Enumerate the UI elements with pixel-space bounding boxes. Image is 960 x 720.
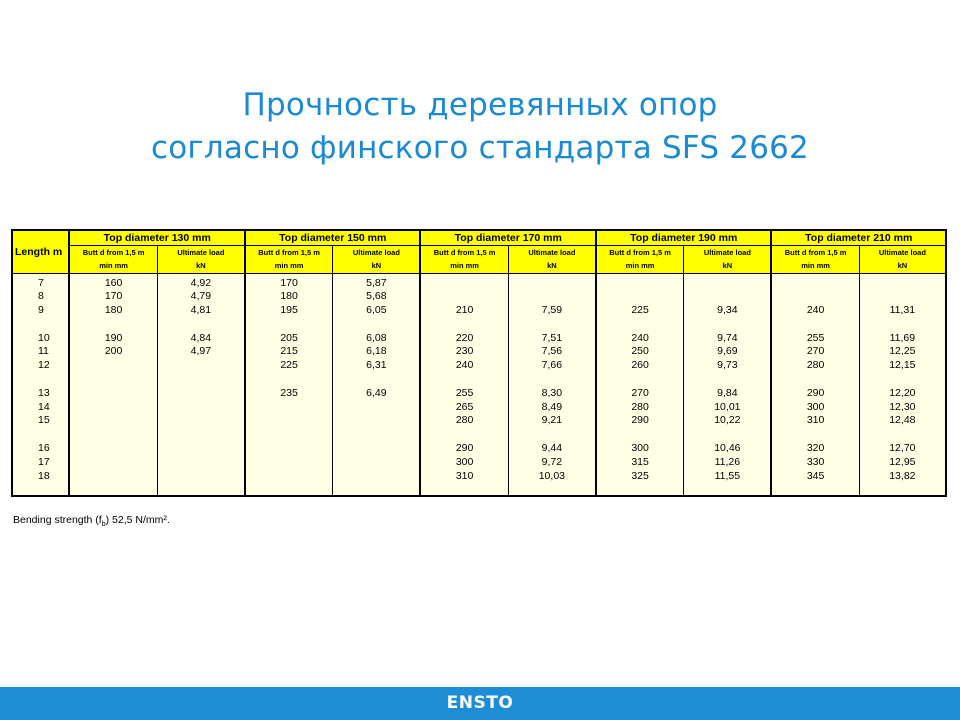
table-cell (333, 428, 419, 442)
table-cell (333, 470, 419, 484)
table-cell (246, 470, 332, 484)
ultimate-load-header: Ultimate load (684, 245, 772, 259)
group-header: Top diameter 210 mm (771, 230, 946, 245)
table-cell (333, 414, 419, 428)
table-cell: 260 (631, 359, 649, 372)
table-cell (860, 428, 945, 442)
table-cell: 12,25 (889, 345, 916, 358)
table-cell: 300 (455, 455, 474, 468)
table-cell (684, 428, 770, 442)
butt-diameter-column (771, 273, 859, 496)
table-cell: 280 (455, 414, 474, 427)
table-cell (597, 318, 683, 332)
slide-title (0, 84, 960, 170)
table-cell (772, 318, 858, 332)
length-column (12, 273, 69, 496)
table-cell: 9,84 (717, 386, 738, 399)
length-header: Length m (12, 230, 69, 273)
table-cell: 200 (104, 345, 123, 358)
table-cell (158, 318, 244, 332)
table-cell: 265 (455, 400, 474, 413)
table-cell (246, 428, 332, 442)
table-cell: 11,69 (889, 331, 916, 344)
ultimate-load-unit: kN (684, 259, 772, 273)
table-cell: 4,81 (190, 304, 212, 317)
table-cell: 11,31 (889, 304, 916, 317)
table-cell: 6,31 (366, 359, 387, 372)
table-cell: 240 (455, 359, 474, 372)
table-cell: 5,87 (366, 276, 387, 289)
table-cell: 7,56 (541, 345, 563, 358)
ultimate-load-unit: kN (333, 259, 421, 273)
table-cell (684, 277, 770, 291)
group-header: Top diameter 150 mm (245, 230, 421, 245)
butt-diameter-unit: min mm (771, 259, 859, 273)
table-cell: 8 (38, 290, 44, 303)
butt-diameter-unit: min mm (69, 259, 157, 273)
table-cell: 255 (806, 331, 825, 344)
butt-diameter-header: Butt d from 1,5 m (245, 245, 333, 259)
table-cell: 270 (631, 386, 649, 399)
ultimate-load-unit: kN (508, 259, 596, 273)
table-cell: 9,44 (541, 442, 563, 455)
table-cell (597, 428, 683, 442)
title-line-2: согласно финского стандарта SFS 2662 (151, 130, 809, 166)
ultimate-load-header: Ultimate load (859, 245, 946, 259)
butt-diameter-header: Butt d from 1,5 m (69, 245, 157, 259)
table-cell: 6,05 (366, 304, 387, 317)
table-cell (70, 456, 156, 470)
table-cell: 18 (38, 469, 50, 482)
table-cell: 290 (806, 386, 825, 399)
table-cell (684, 318, 770, 332)
table-cell: 8,30 (541, 386, 563, 399)
table-cell: 15 (38, 414, 50, 427)
ultimate-load-header: Ultimate load (333, 245, 421, 259)
table-cell: 12,30 (889, 400, 916, 413)
table-cell: 12 (38, 359, 50, 372)
table-cell: 5,68 (366, 290, 387, 303)
table-cell (158, 442, 244, 456)
title-line-1: Прочность деревянных опор (242, 87, 718, 123)
table-cell: 215 (280, 345, 298, 358)
table-cell: 205 (280, 331, 298, 344)
table-cell: 280 (631, 400, 649, 413)
table-cell: 9 (38, 304, 44, 317)
table-cell (333, 318, 419, 332)
table-cell: 220 (455, 331, 474, 344)
table-cell: 180 (104, 304, 123, 317)
table-cell (509, 290, 595, 304)
table-cell: 4,84 (190, 331, 212, 344)
note-suffix: ) 52,5 N/mm². (105, 514, 170, 526)
table-cell: 9,73 (717, 359, 738, 372)
table-cell: 180 (280, 290, 298, 303)
table-cell (246, 318, 332, 332)
butt-diameter-column (69, 273, 157, 496)
table-cell (158, 373, 244, 387)
ultimate-load-column (333, 273, 421, 496)
table-cell: 330 (806, 455, 825, 468)
ensto-logo: ENSTO (446, 693, 514, 713)
table-cell (246, 456, 332, 470)
table-cell (772, 290, 858, 304)
table-cell: 320 (806, 442, 825, 455)
table-cell (246, 414, 332, 428)
table-cell (246, 401, 332, 415)
table-cell: 12,70 (889, 442, 916, 455)
note-prefix: Bending strength (f (13, 514, 102, 526)
table-cell: 345 (806, 469, 825, 482)
table-cell (333, 373, 419, 387)
table-cell: 6,49 (366, 386, 387, 399)
ultimate-load-unit: kN (859, 259, 946, 273)
table-cell: 9,21 (541, 414, 563, 427)
butt-diameter-column (245, 273, 333, 496)
table-cell: 195 (280, 304, 298, 317)
table-cell (421, 290, 507, 304)
table-cell (158, 456, 244, 470)
table-cell: 7 (38, 276, 44, 289)
table-cell: 325 (631, 469, 649, 482)
table-cell (158, 359, 244, 373)
table-cell: 225 (631, 304, 649, 317)
table-cell: 7,66 (541, 359, 563, 372)
table-cell: 280 (806, 359, 825, 372)
table-cell: 10,03 (538, 469, 565, 482)
table-cell (158, 470, 244, 484)
table-cell: 17 (38, 455, 50, 468)
table-cell (421, 373, 507, 387)
table-cell (860, 277, 945, 291)
butt-diameter-column (420, 273, 508, 496)
table-cell: 12,15 (889, 359, 916, 372)
table-cell (158, 414, 244, 428)
table-cell: 8,49 (541, 400, 563, 413)
table-cell: 170 (280, 276, 298, 289)
table-cell: 10,01 (714, 400, 741, 413)
table-cell: 9,69 (717, 345, 738, 358)
table-cell (246, 442, 332, 456)
table-cell (333, 456, 419, 470)
table-cell: 13,82 (889, 469, 916, 482)
note-subscript: b (101, 521, 106, 529)
table-cell: 290 (455, 442, 474, 455)
table-cell: 315 (631, 455, 649, 468)
table-cell: 170 (104, 290, 123, 303)
butt-diameter-column (596, 273, 684, 496)
table-cell: 11,26 (714, 455, 741, 468)
table-cell (421, 277, 507, 291)
table-cell: 210 (455, 304, 474, 317)
table-cell: 9,34 (717, 304, 738, 317)
table-cell (772, 373, 858, 387)
table-cell (860, 290, 945, 304)
table-cell: 7,51 (541, 331, 563, 344)
table-cell (38, 428, 68, 442)
table-cell (509, 428, 595, 442)
table-cell: 12,95 (889, 455, 916, 468)
table-cell: 7,59 (541, 304, 563, 317)
table-cell: 11 (38, 345, 49, 358)
table-cell (70, 387, 156, 401)
ultimate-load-column (508, 273, 596, 496)
table-cell: 160 (104, 276, 123, 289)
table-cell: 310 (455, 469, 474, 482)
table-cell: 10,22 (714, 414, 741, 427)
table-cell (246, 373, 332, 387)
table-cell: 190 (104, 331, 123, 344)
table-cell: 13 (38, 386, 50, 399)
table-cell: 11,55 (714, 469, 741, 482)
table-cell (70, 428, 156, 442)
table-cell (158, 387, 244, 401)
table-cell: 290 (631, 414, 649, 427)
table-cell (38, 318, 68, 332)
table-cell (70, 470, 156, 484)
table-cell (509, 318, 595, 332)
table-cell: 255 (455, 386, 474, 399)
table-cell: 6,18 (366, 345, 387, 358)
butt-diameter-unit: min mm (596, 259, 684, 273)
table-cell (70, 373, 156, 387)
butt-diameter-header: Butt d from 1,5 m (596, 245, 684, 259)
table-cell (684, 290, 770, 304)
table-cell: 310 (806, 414, 825, 427)
table-cell (70, 442, 156, 456)
table-cell: 250 (631, 345, 649, 358)
group-header: Top diameter 190 mm (596, 230, 772, 245)
table-cell: 300 (631, 442, 649, 455)
table-cell: 4,92 (190, 276, 212, 289)
table-cell (158, 401, 244, 415)
table-cell: 240 (806, 304, 825, 317)
table-cell: 9,74 (717, 331, 738, 344)
table-cell: 235 (280, 386, 298, 399)
table-cell (70, 359, 156, 373)
table-cell (772, 277, 858, 291)
table-cell (421, 428, 507, 442)
table-cell: 16 (38, 442, 50, 455)
ultimate-load-column (859, 273, 946, 496)
table-cell (509, 277, 595, 291)
table-cell: 6,08 (366, 331, 387, 344)
table-cell: 10,46 (714, 442, 741, 455)
table-cell (509, 373, 595, 387)
table-cell: 9,72 (541, 455, 563, 468)
table-cell: 10 (38, 331, 50, 344)
pole-strength-table (11, 229, 947, 497)
bending-strength-note (13, 514, 170, 528)
table-cell (158, 428, 244, 442)
butt-diameter-unit: min mm (245, 259, 333, 273)
table-cell (597, 290, 683, 304)
ultimate-load-unit: kN (157, 259, 245, 273)
butt-diameter-header: Butt d from 1,5 m (771, 245, 859, 259)
ultimate-load-header: Ultimate load (508, 245, 596, 259)
butt-diameter-unit: min mm (420, 259, 508, 273)
table-cell: 240 (631, 331, 649, 344)
table-cell (421, 318, 507, 332)
table-cell: 4,79 (190, 290, 212, 303)
ultimate-load-column (684, 273, 772, 496)
butt-diameter-header: Butt d from 1,5 m (420, 245, 508, 259)
table-cell: 225 (280, 359, 298, 372)
footer-bar (0, 687, 960, 720)
table-cell (597, 277, 683, 291)
table-cell: 4,97 (190, 345, 212, 358)
table-cell: 14 (38, 400, 50, 413)
ultimate-load-header: Ultimate load (157, 245, 245, 259)
table-cell (772, 428, 858, 442)
table-cell (333, 401, 419, 415)
table-cell (70, 401, 156, 415)
table-cell (860, 373, 945, 387)
table-cell (70, 414, 156, 428)
table-cell: 12,48 (889, 414, 916, 427)
table-cell (860, 318, 945, 332)
table-cell: 300 (806, 400, 825, 413)
ultimate-load-column (157, 273, 245, 496)
table-cell: 230 (455, 345, 474, 358)
table-cell (70, 318, 156, 332)
table-cell (597, 373, 683, 387)
group-header: Top diameter 130 mm (69, 230, 245, 245)
table-cell: 12,20 (889, 386, 916, 399)
table-cell (684, 373, 770, 387)
group-header: Top diameter 170 mm (420, 230, 596, 245)
table-cell (333, 442, 419, 456)
table-cell (38, 373, 68, 387)
table-cell: 270 (806, 345, 825, 358)
